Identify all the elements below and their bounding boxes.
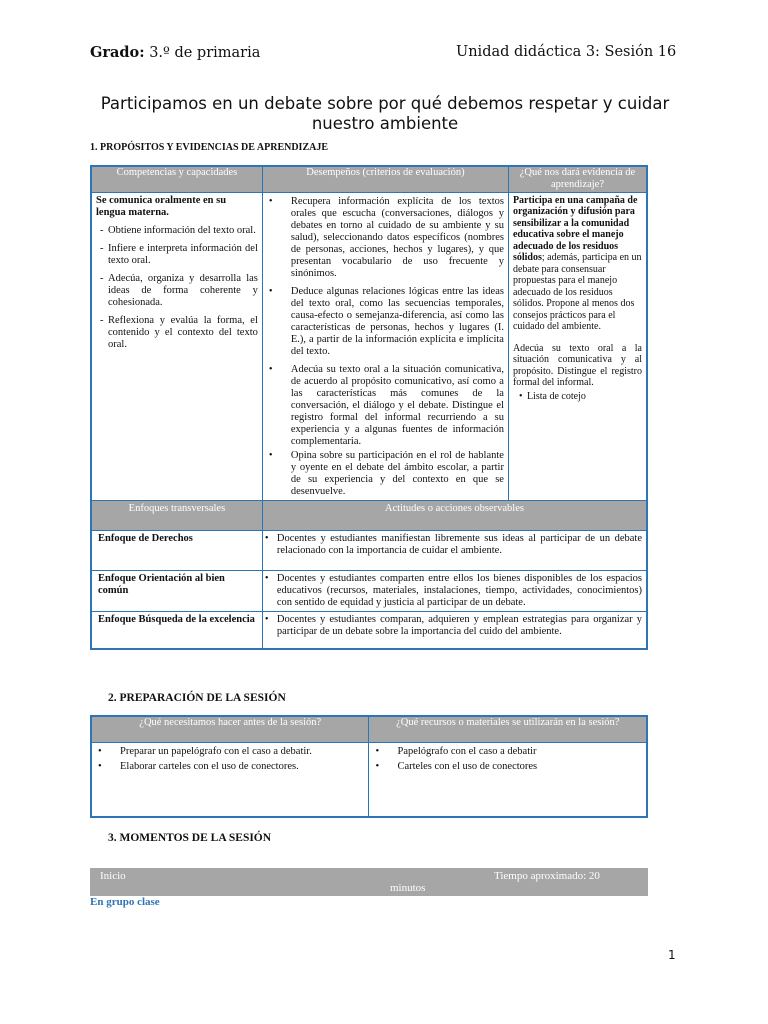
enfoque-name: Enfoque de Derechos	[91, 530, 262, 570]
list-item: • Preparar un papelógrafo con el caso a debatir.	[92, 746, 364, 758]
enfoque-name: Enfoque Búsqueda de la excelencia	[91, 611, 262, 649]
list-item: • Recupera información explícita de los textos orales que escucha (conversaciones, diálogos y debates en torno al cuidado de su ambiente y su salud), seleccionando datos específicos (nombres de personas, acciones, hechos y lugares), y que presentan vocabulario de uso frecuente y sinónimos.	[263, 196, 504, 280]
enfoque-name: Enfoque Orientación al bien común	[91, 570, 262, 611]
list-item: - Adecúa, organiza y desarrolla las ideas de forma coherente y cohesionada.	[96, 273, 258, 309]
col-header-evidencia: ¿Qué nos dará evidencia de aprendizaje?	[508, 166, 647, 192]
inicio-label: Inicio	[100, 870, 126, 882]
list-item: • Deduce algunas relaciones lógicas entre las ideas del texto oral, como las secuencias temporales, causa-efecto o semejanza-diferencia, así como las características de personas, hechos y lugares (I. E.), a partir de la información explícita e implícita del texto.	[263, 286, 504, 358]
list-item: • Elaborar carteles con el uso de conectores.	[92, 761, 364, 773]
page-number: 1	[668, 948, 676, 962]
tiempo-label: Tiempo aproximado: 20	[494, 870, 600, 882]
section-1-heading: 1. PROPÓSITOS Y EVIDENCIAS DE APRENDIZAJE	[90, 142, 329, 153]
list-item: - Obtiene información del texto oral.	[96, 225, 258, 237]
enfoque-text: • Docentes y estudiantes comparan, adquieren y emplean estrategias para organizar y participar de un debate sobre la importancia del cuido del ambiente.	[265, 614, 642, 638]
capacidades-list	[96, 225, 258, 351]
col-header-actitudes: Actitudes o acciones observables	[262, 500, 647, 530]
enfoque-text: • Docentes y estudiantes manifiestan libremente sus ideas al participar de un debate relacionado con la importancia de cuidar el ambiente.	[265, 533, 642, 557]
list-item: • Opina sobre su participación en el rol de hablante y oyente en el debate del ámbito escolar, a partir de su experiencia y del contexto en que se desenvuelve.	[263, 450, 504, 498]
enfoque-text: • Docentes y estudiantes comparten entre ellos los bienes disponibles de los espacios educativos (recursos, materiales, instalaciones, tiempo, actividades, conocimientos) con sentido de equidad y justicia al participar de un debate.	[265, 573, 642, 609]
minutos-label: minutos	[390, 882, 426, 894]
section-3-heading: 3. MOMENTOS DE LA SESIÓN	[108, 832, 272, 844]
instrumento-list	[513, 391, 642, 403]
evidencia-text-2: Adecúa su texto oral a la situación comunicativa y al propósito. Distingue el registro formal del informal.	[512, 342, 642, 388]
preparation-table	[90, 715, 648, 818]
col-header-antes: ¿Qué necesitamos hacer antes de la sesión?	[91, 716, 369, 742]
col-header-competencias: Competencias y capacidades	[91, 166, 262, 192]
inicio-bar	[90, 868, 648, 896]
section-2-heading: 2. PREPARACIÓN DE LA SESIÓN	[108, 692, 286, 704]
desempenos-list	[263, 196, 504, 498]
recursos-list	[369, 746, 642, 773]
evidencia-text: Participa en una campaña de organización y difusión para sensibilizar a la comunidad educativa sobre el manejo adecuado de los residuos sólidos; además, participa en un debate para consensuar propuestas para el manejo adecuado de los residuos sólidos. Propone al menos dos consejos prácticos para el cuidado del ambiente.	[512, 194, 642, 332]
grade-label: Grado: 3.º de primaria	[90, 44, 261, 61]
antes-list	[92, 746, 364, 773]
list-item: • Carteles con el uso de conectores	[369, 761, 642, 773]
grupo-clase-label: En grupo clase	[90, 896, 160, 908]
unit-session-label: Unidad didáctica 3: Sesión 16	[456, 44, 677, 60]
list-item: • Adecúa su texto oral a la situación comunicativa, de acuerdo al propósito comunicativo, así como a las características más comunes de la conversación, el diálogo y el debate. Distingue el registro formal del informal recurriendo a su experiencia y a algunas fuentes de información complementaria.	[263, 364, 504, 448]
purposes-table	[90, 165, 648, 650]
list-item: - Infiere e interpreta información del texto oral.	[96, 243, 258, 267]
list-item: - Reflexiona y evalúa la forma, el contenido y el contexto del texto oral.	[96, 315, 258, 351]
competencia-title: Se comunica oralmente en su lengua materna.	[96, 194, 227, 218]
list-item: • Lista de cotejo	[513, 391, 642, 403]
col-header-recursos: ¿Qué recursos o materiales se utilizarán en la sesión?	[369, 716, 647, 742]
col-header-desempenos: Desempeños (criterios de evaluación)	[262, 166, 508, 192]
col-header-enfoques: Enfoques transversales	[91, 500, 262, 530]
list-item: • Papelógrafo con el caso a debatir	[369, 746, 642, 758]
page-title: Participamos en un debate sobre por qué debemos respetar y cuidar nuestro ambiente	[100, 94, 670, 133]
